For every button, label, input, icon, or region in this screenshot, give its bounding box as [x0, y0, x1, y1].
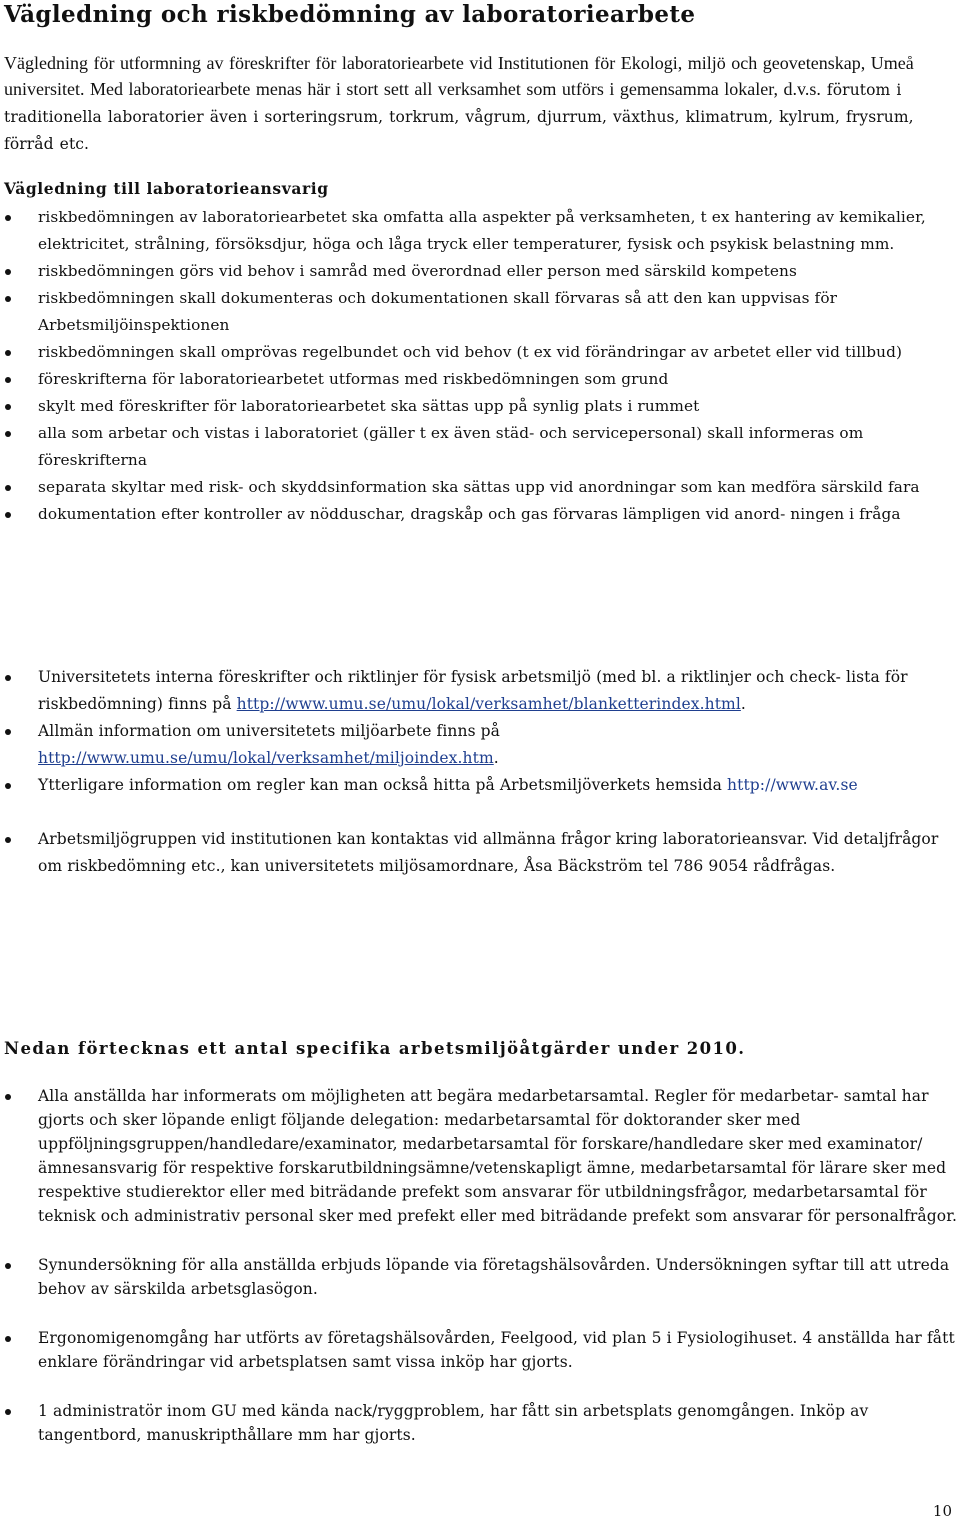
list-item-text: riskbedömningen av laboratoriearbetet ska omfatta alla aspekter på verksamheten, t ex hantering av kemikalier, elektricitet, strålning, försöksdjur, höga och låga tryck eller temperaturer, fysisk och psykisk belastning mm. — [38, 208, 926, 253]
list-item — [0, 501, 958, 528]
list-item — [0, 772, 958, 799]
bullet-icon — [5, 837, 11, 843]
bullet-icon — [5, 215, 11, 221]
bullet-icon — [5, 1409, 11, 1415]
list-item-text: alla som arbetar och vistas i laboratoriet (gäller t ex även städ- och servicepersonal) skall informeras om föreskrifterna — [38, 424, 864, 469]
bullet-icon — [5, 377, 11, 383]
list-item — [0, 393, 958, 420]
list-item — [0, 258, 958, 285]
bullet-icon — [5, 1263, 11, 1269]
list-item-text: riskbedömningen görs vid behov i samråd med överordnad eller person med särskild kompetens — [38, 262, 797, 280]
list-item-text: 1 administratör inom GU med kända nack/ryggproblem, har fått sin arbetsplats genomgången. Inköp av tangentbord, manuskripthållare mm har gjorts. — [38, 1402, 869, 1444]
list-item — [0, 826, 958, 880]
list-item — [0, 285, 958, 339]
bullet-icon — [5, 675, 11, 681]
list-item-text: Allmän information om universitetets miljöarbete finns på — [38, 722, 501, 740]
list-item-text: separata skyltar med risk- och skyddsinformation ska sättas upp vid anordningar som kan medföra särskild fara — [38, 478, 920, 496]
page-title: Vägledning och riskbedömning av laboratoriearbete — [4, 1, 696, 28]
list-item-text: Universitetets interna föreskrifter och riktlinjer för fysisk arbetsmiljö (med bl. a riktlinjer och check- lista för riskbedömning) finns på — [38, 668, 908, 713]
guidance-list — [0, 204, 958, 528]
page-number: 10 — [932, 1502, 952, 1520]
list-item-text: Alla anställda har informerats om möjligheten att begära medarbetarsamtal. Regler för medarbetar- samtal har gjorts och sker löpande enligt följande delegation: medarbetarsamtal för doktorander sker med uppföljningsgruppen/handledare/examinator, medarbetarsamtal för forskare/handledare sker med examinator/ämnesansvarig för respektive forskarutbildningsämne/vetenskapligt ämne, medarbetarsamtal för lärare sker med respektive studierektor eller med biträdande prefekt som ansvarar för utbildningsfrågor, medarbetarsamtal för teknisk och administrativ personal sker med prefekt eller med biträdande prefekt som ansvarar för personalfrågor. — [38, 1087, 958, 1225]
list-item-text: Arbetsmiljögruppen vid institutionen kan kontaktas vid allmänna frågor kring laboratorieansvar. Vid detaljfrågor om riskbedömning etc., kan universitetets miljösamordnare, Åsa Bäckström tel 786 9054 rådfrågas. — [38, 830, 939, 875]
bullet-icon — [5, 1336, 11, 1342]
section-heading-measures-2010: Nedan förtecknas ett antal specifika arbetsmiljöåtgärder under 2010. — [4, 1039, 746, 1058]
punctuation: . — [493, 749, 499, 767]
bullet-icon — [5, 269, 11, 275]
punctuation: . — [740, 695, 746, 713]
list-item-text: Ergonomigenomgång har utförts av företagshälsovården, Feelgood, vid plan 5 i Fysiologihuset. 4 anställda har fått enklare förändringar vid arbetsplatsen samt vissa inköp har gjorts. — [38, 1329, 955, 1371]
list-item — [0, 420, 958, 474]
list-item — [0, 1326, 958, 1374]
list-item — [0, 204, 958, 258]
bullet-icon — [5, 485, 11, 491]
intro-paragraph — [4, 50, 956, 157]
bullet-icon — [5, 431, 11, 437]
list-item-text: riskbedömningen skall dokumenteras och dokumentationen skall förvaras så att den kan uppvisas för Arbetsmiljöinspektionen — [38, 289, 838, 334]
link-blanketter[interactable]: http://www.umu.se/umu/lokal/verksamhet/blanketterindex.html — [236, 695, 741, 713]
measures-list — [0, 1084, 958, 1447]
bullet-icon — [5, 296, 11, 302]
bullet-icon — [5, 1094, 11, 1100]
list-item-text: riskbedömningen skall omprövas regelbundet och vid behov (t ex vid förändringar av arbetet eller vid tillbud) — [38, 343, 903, 361]
list-item — [0, 1084, 958, 1228]
link-av-se[interactable]: http://www.av.se — [727, 776, 858, 794]
list-item — [0, 474, 958, 501]
link-miljoindex[interactable]: http://www.umu.se/umu/lokal/verksamhet/miljoindex.htm — [38, 749, 494, 767]
bullet-icon — [5, 350, 11, 356]
list-item-text: skylt med föreskrifter för laboratoriearbetet ska sättas upp på synlig plats i rummet — [38, 397, 700, 415]
list-item — [0, 339, 958, 366]
bullet-icon — [5, 512, 11, 518]
list-item — [0, 1253, 958, 1301]
bullet-icon — [5, 729, 11, 735]
bullet-icon — [5, 404, 11, 410]
list-item-text: Ytterligare information om regler kan man också hitta på Arbetsmiljöverkets hemsida — [38, 776, 728, 794]
list-item — [0, 718, 958, 772]
list-item — [0, 664, 958, 718]
intro-text-continued: förutom i traditionella laboratorier även i sorteringsrum, torkrum, vågrum, djurrum, växthus, klimatrum, kylrum, frysrum, förråd etc. — [4, 81, 914, 153]
list-item-text: dokumentation efter kontroller av nödduschar, dragskåp och gas förvaras lämpligen vid anord- ningen i fråga — [38, 505, 901, 523]
list-item — [0, 366, 958, 393]
list-item-text: Synundersökning för alla anställda erbjuds löpande via företagshälsovården. Undersökningen syftar till att utreda behov av särskilda arbetsglasögon. — [38, 1256, 950, 1298]
list-item — [0, 1399, 958, 1447]
list-item-text: föreskrifterna för laboratoriearbetet utformas med riskbedömningen som grund — [38, 370, 669, 388]
intro-text: Vägledning för utformning av föreskrifter för laboratoriearbete vid Institutionen för Ekologi, miljö och geovetenskap, Umeå universitet. Med laboratoriearbete menas här i stort sett all verksamhet som utförs i gemensamma lokaler, d.v.s. — [4, 53, 914, 99]
resources-list — [0, 664, 958, 880]
bullet-icon — [5, 783, 11, 789]
section-heading-lab-responsible: Vägledning till laboratorieansvarig — [4, 179, 329, 198]
